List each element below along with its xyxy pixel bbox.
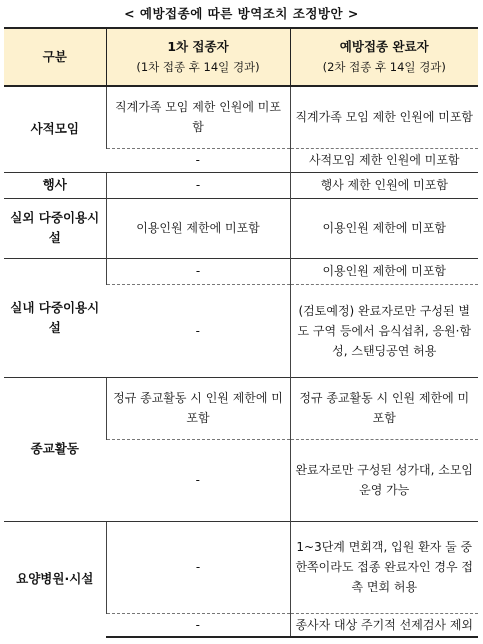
document-title: < 예방접종에 따른 방역조치 조정방안 > — [124, 6, 359, 21]
category-cell: 요양병원·시설 — [4, 521, 106, 637]
table-row — [4, 521, 478, 613]
fully-vaccinated-cell: 이용인원 제한에 미포함 — [290, 258, 478, 284]
first-dose-cell: - — [106, 284, 290, 377]
first-dose-cell: 정규 종교활동 시 인원 제한에 미포함 — [106, 377, 290, 439]
first-dose-cell: 직계가족 모임 제한 인원에 미포함 — [106, 86, 290, 148]
fully-vaccinated-cell: 정규 종교활동 시 인원 제한에 미포함 — [290, 377, 478, 439]
header-first-dose-sub: (1차 접종 후 14일 경과) — [136, 60, 260, 74]
first-dose-cell: - — [106, 439, 290, 521]
fully-vaccinated-cell: 직계가족 모임 제한 인원에 미포함 — [290, 86, 478, 148]
vaccination-measures-table — [4, 27, 478, 638]
table-row — [4, 258, 478, 284]
header-fully-vaccinated-title: 예방접종 완료자 — [339, 39, 429, 54]
first-dose-cell: - — [106, 172, 290, 198]
header-first-dose — [106, 28, 290, 86]
header-category — [4, 28, 106, 86]
category-cell: 실외 다중이용시설 — [4, 198, 106, 258]
header-first-dose-title: 1차 접종자 — [167, 39, 229, 54]
table-row — [4, 377, 478, 439]
header-fully-vaccinated-sub: (2차 접종 후 14일 경과) — [322, 60, 446, 74]
first-dose-cell: - — [106, 258, 290, 284]
fully-vaccinated-cell: 종사자 대상 주기적 선제검사 제외 — [290, 613, 478, 637]
fully-vaccinated-cell: 이용인원 제한에 미포함 — [290, 198, 478, 258]
table-row — [4, 172, 478, 198]
fully-vaccinated-cell: (검토예정) 완료자로만 구성된 별도 구역 등에서 음식섭취, 응원·함성, 스탠딩공연 허용 — [290, 284, 478, 377]
first-dose-cell: - — [106, 613, 290, 637]
first-dose-cell: - — [106, 521, 290, 613]
fully-vaccinated-cell: 완료자로만 구성된 성가대, 소모임 운영 가능 — [290, 439, 478, 521]
fully-vaccinated-cell: 사적모임 제한 인원에 미포함 — [290, 148, 478, 172]
header-category-label: 구분 — [42, 49, 67, 64]
first-dose-cell: - — [106, 148, 290, 172]
table-header-row — [4, 28, 478, 86]
header-fully-vaccinated — [290, 28, 478, 86]
table-row — [4, 86, 478, 148]
fully-vaccinated-cell: 1~3단계 면회객, 입원 환자 둘 중 한쪽이라도 접종 완료자인 경우 접촉 면회 허용 — [290, 521, 478, 613]
category-cell: 종교활동 — [4, 377, 106, 521]
category-cell: 행사 — [4, 172, 106, 198]
table-row — [4, 198, 478, 258]
first-dose-cell: 이용인원 제한에 미포함 — [106, 198, 290, 258]
category-cell: 사적모임 — [4, 86, 106, 172]
fully-vaccinated-cell: 행사 제한 인원에 미포함 — [290, 172, 478, 198]
category-cell: 실내 다중이용시설 — [4, 258, 106, 377]
